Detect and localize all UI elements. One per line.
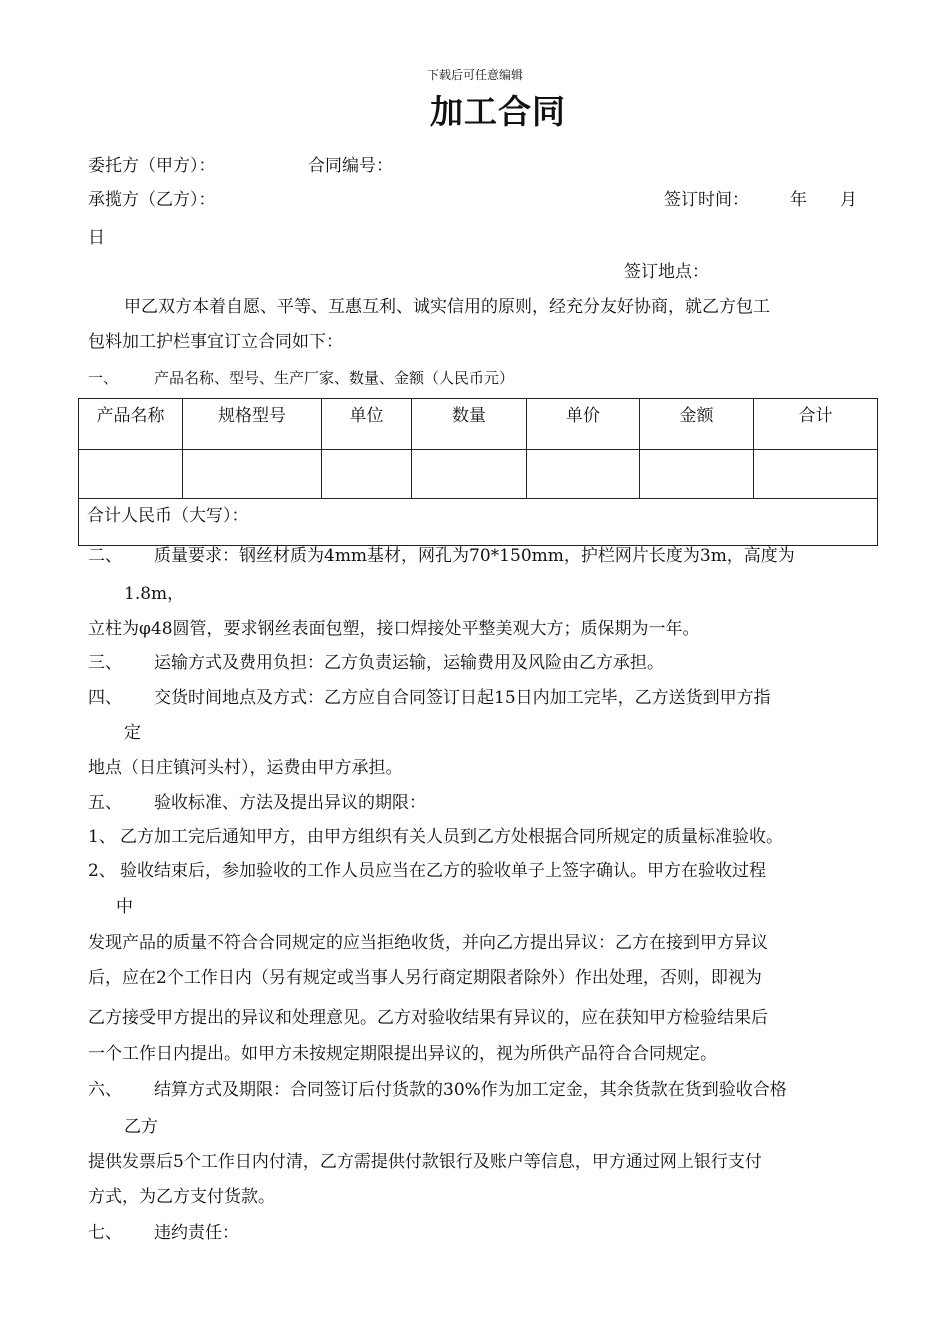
intro-line-1: 甲乙双方本着自愿、平等、互惠互利、诚实信用的原则，经充分友好协商，就乙方包工 (124, 297, 770, 317)
section-4-line-2: 定 (124, 723, 141, 743)
sign-time-label: 签订时间： (664, 190, 749, 210)
table-cell (183, 450, 322, 499)
table-header-cell: 金额 (640, 399, 754, 450)
sign-place-label: 签订地点： (624, 262, 709, 282)
section-5-item-2-line-2: 中 (116, 897, 133, 917)
section-5-item-2-line-6: 一个工作日内提出。如甲方未按规定期限提出异议的，视为所供产品符合合同规定。 (88, 1044, 717, 1064)
section-4-line-1: 交货时间地点及方式：乙方应自合同签订日起15日内加工完毕，乙方送货到甲方指 (154, 688, 771, 708)
section-2-line-3: 立柱为φ48圆管，要求钢丝表面包塑，接口焊接处平整美观大方；质保期为一年。 (88, 619, 700, 639)
party-b-label: 承揽方（乙方）： (88, 190, 216, 210)
table-header-cell: 单价 (527, 399, 640, 450)
section-7-number: 七、 (88, 1223, 122, 1243)
section-5-item-2-number: 2、 (88, 861, 116, 881)
table-cell (754, 450, 878, 499)
section-2-line-1: 质量要求：钢丝材质为4mm基材，网孔为70*150mm，护栏网片长度为3m，高度为 (154, 546, 795, 566)
table-cell (412, 450, 527, 499)
section-3-number: 三、 (88, 653, 122, 673)
table-row (79, 450, 878, 499)
table-cell (322, 450, 412, 499)
party-a-label: 委托方（甲方）： (88, 156, 216, 176)
table-header-cell: 数量 (412, 399, 527, 450)
section-6-line-1: 结算方式及期限：合同签订后付货款的30%作为加工定金，其余货款在货到验收合格 (154, 1080, 787, 1100)
section-2-line-2: 1.8m， (124, 584, 185, 604)
section-6-line-2: 乙方 (124, 1117, 158, 1137)
contract-number-label: 合同编号： (308, 156, 393, 176)
section-5-item-2-line-4: 后，应在2个工作日内（另有规定或当事人另行商定期限者除外）作出处理，否则，即视为 (88, 968, 762, 988)
sign-year: 年 (790, 190, 807, 210)
section-7-heading: 违约责任： (154, 1223, 239, 1243)
table-header-cell: 单位 (322, 399, 412, 450)
section-2-number: 二、 (88, 546, 122, 566)
section-5-item-1-number: 1、 (88, 827, 116, 847)
sign-month: 月 (840, 190, 857, 210)
section-5-item-1-text: 乙方加工完后通知甲方，由甲方组织有关人员到乙方处根据合同所规定的质量标准验收。 (120, 827, 783, 847)
table-header-cell: 产品名称 (79, 399, 183, 450)
section-6-number: 六、 (88, 1080, 122, 1100)
section-5-item-2-line-5: 乙方接受甲方提出的异议和处理意见。乙方对验收结果有异议的，应在获知甲方检验结果后 (88, 1008, 768, 1028)
table-total-row (79, 499, 878, 546)
total-amount-label: 合计人民币（大写）： (79, 499, 878, 546)
section-1-heading: 产品名称、型号、生产厂家、数量、金额（人民币元） (154, 369, 515, 387)
section-6-line-3: 提供发票后5个工作日内付清，乙方需提供付款银行及账户等信息，甲方通过网上银行支付 (88, 1152, 762, 1172)
top-note: 下载后可任意编辑 (426, 68, 523, 82)
section-4-number: 四、 (88, 688, 122, 708)
section-4-line-3: 地点（日庄镇河头村），运费由甲方承担。 (88, 758, 403, 778)
section-5-item-2-line-1: 验收结束后，参加验收的工作人员应当在乙方的验收单子上签字确认。甲方在验收过程 (120, 861, 766, 881)
section-6-line-4: 方式，为乙方支付货款。 (88, 1187, 275, 1207)
table-header-cell: 规格型号 (183, 399, 322, 450)
table-header-cell: 合计 (754, 399, 878, 450)
contract-title: 加工合同 (430, 92, 566, 131)
table-cell (640, 450, 754, 499)
section-5-heading: 验收标准、方法及提出异议的期限： (154, 793, 426, 813)
table-cell (527, 450, 640, 499)
section-1-number: 一、 (88, 369, 119, 387)
product-table (78, 398, 878, 546)
section-5-item-2-line-3: 发现产品的质量不符合合同规定的应当拒绝收货，并向乙方提出异议：乙方在接到甲方异议 (88, 933, 768, 953)
section-3-text: 运输方式及费用负担：乙方负责运输，运输费用及风险由乙方承担。 (154, 653, 664, 673)
intro-line-2: 包料加工护栏事宜订立合同如下： (88, 332, 343, 352)
table-cell (79, 450, 183, 499)
sign-day: 日 (88, 228, 105, 248)
table-header-row (79, 399, 878, 450)
section-5-number: 五、 (88, 793, 122, 813)
